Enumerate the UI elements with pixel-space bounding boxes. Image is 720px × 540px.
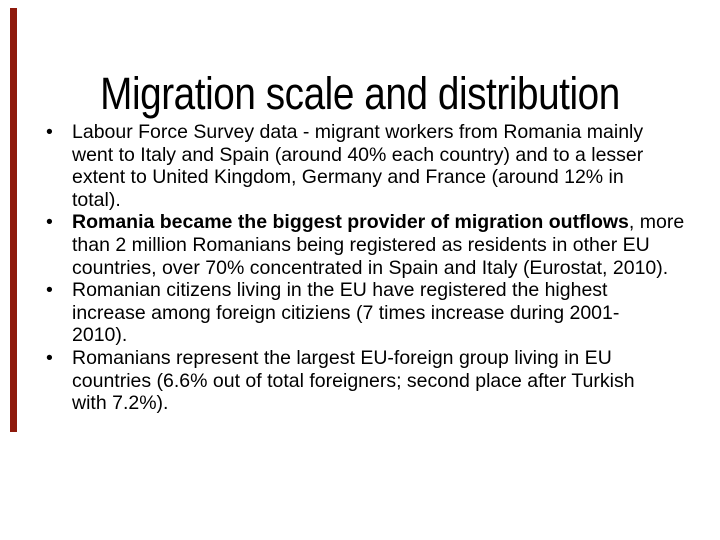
bullet-text-line: than 2 million Romanians being registered as residents in other EU — [72, 233, 650, 256]
bullet-text-line: Romanians represent the largest EU-foreign group living in EU — [72, 346, 612, 369]
bullet-text-line: Romania became the biggest provider of migration outflows, more — [72, 211, 685, 234]
bullet-text-line: extent to United Kingdom, Germany and France (around 12% in — [72, 166, 624, 189]
bullet-item — [42, 347, 702, 415]
bullet-text-line: 2010). — [72, 324, 128, 347]
bullet-text — [72, 211, 702, 279]
bullet-marker: • — [46, 279, 53, 302]
bullet-text — [72, 279, 702, 347]
bullet-text-line: with 7.2%). — [72, 392, 169, 415]
slide-title: Migration scale and distribution — [100, 68, 620, 120]
bullet-text-line: countries, over 70% concentrated in Spain and Italy (Eurostat, 2010). — [72, 256, 669, 279]
bullet-item — [42, 121, 702, 211]
bullet-text-line: countries (6.6% out of total foreigners; second place after Turkish — [72, 369, 635, 392]
bullet-item — [42, 279, 702, 347]
bullet-text — [72, 347, 702, 415]
bullet-text-line: increase among foreign citiziens (7 times increase during 2001- — [72, 301, 620, 324]
bullet-text-line: Labour Force Survey data - migrant workers from Romania mainly — [72, 121, 644, 143]
bullet-item — [42, 211, 702, 279]
bullet-text-line: Romanian citizens living in the EU have registered the highest — [72, 279, 608, 302]
bullet-marker: • — [46, 121, 53, 143]
bullet-text — [72, 121, 702, 211]
bullet-text-line: went to Italy and Spain (around 40% each country) and to a lesser — [72, 143, 644, 166]
bullet-list — [42, 121, 702, 415]
bullet-marker: • — [46, 211, 53, 234]
left-accent-bar — [10, 8, 17, 432]
bullet-text-line: total). — [72, 188, 121, 211]
bullet-marker: • — [46, 346, 53, 369]
